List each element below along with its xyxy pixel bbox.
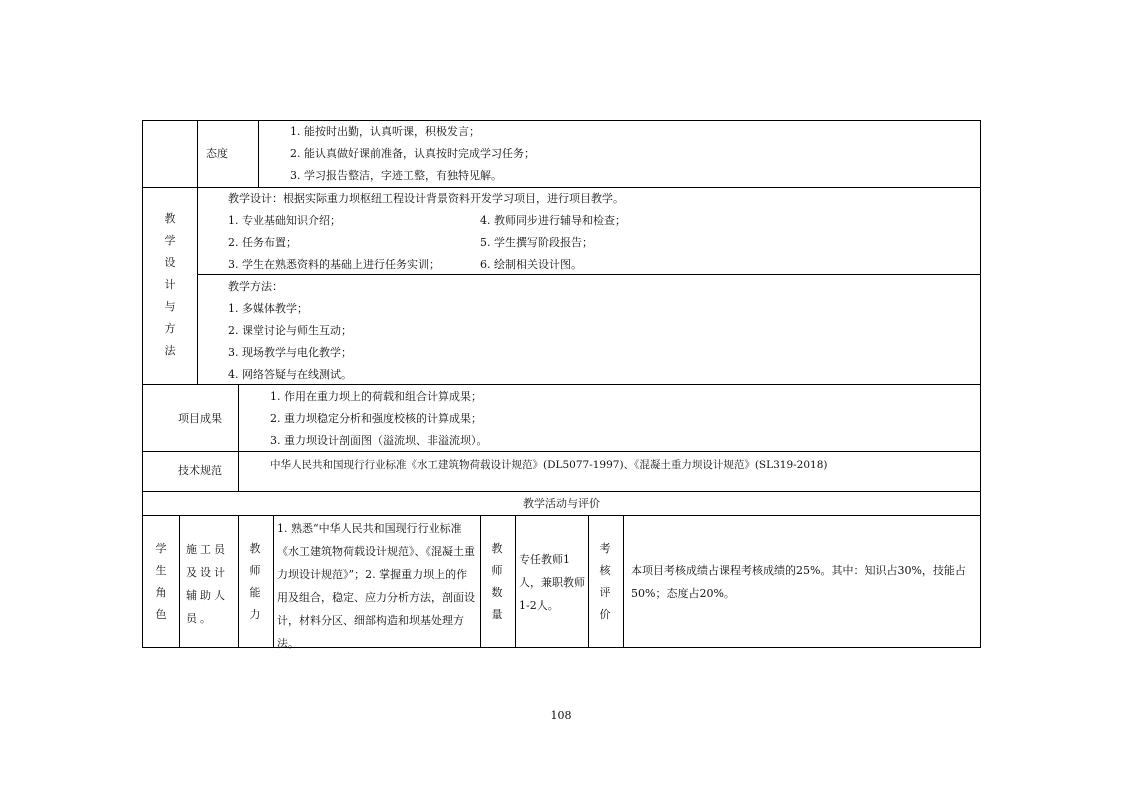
row-divider xyxy=(142,187,981,188)
row-divider xyxy=(142,491,981,492)
col-divider xyxy=(273,515,274,648)
col-divider xyxy=(197,120,198,384)
outcomes-label: 项目成果 xyxy=(178,412,222,425)
row-divider xyxy=(142,384,981,385)
attitude-item: 1. 能按时出勤，认真听课，积极发言； xyxy=(290,125,480,138)
method-item: 3. 现场教学与电化教学； xyxy=(228,346,352,359)
col-divider xyxy=(480,515,481,648)
teacher-ability-value: 1. 熟悉“中华人民共和国现行行业标准《水工建筑物荷载设计规范》、《混凝土重力坝设计规范》”；2. 掌握重力坝上的作用及组合，稳定、应力分析方法，剖面设计，材料分区、细部构造和坝基处理方法。 xyxy=(277,522,475,650)
assessment-label: 考 核 评 价 xyxy=(599,542,611,621)
method-item: 2. 课堂讨论与师生互动； xyxy=(228,324,352,337)
design-step: 5. 学生撰写阶段报告； xyxy=(480,236,593,249)
assessment-value: 本项目考核成绩占课程考核成绩的25%。其中：知识占30%，技能占50%；态度占20%。 xyxy=(631,564,966,600)
design-step: 1. 专业基础知识介绍； xyxy=(228,214,341,227)
attitude-item: 3. 学习报告整洁，字迹工整，有独特见解。 xyxy=(290,169,502,182)
design-intro: 教学设计：根据实际重力坝枢纽工程设计背景资料开发学习项目，进行项目教学。 xyxy=(228,192,624,205)
col-divider xyxy=(588,515,589,648)
col-divider xyxy=(515,515,516,648)
row-divider xyxy=(142,451,981,452)
course-table xyxy=(142,120,981,648)
page-number: 108 xyxy=(550,709,572,722)
row-divider xyxy=(142,515,981,516)
teacher-count-value: 专任教师1人，兼职教师1-2人。 xyxy=(519,553,585,612)
method-item: 4. 网络答疑与在线测试。 xyxy=(228,368,352,381)
teacher-count-label: 教 师 数 量 xyxy=(491,542,503,621)
design-step: 6. 绘制相关设计图。 xyxy=(480,258,582,271)
standards-label: 技术规范 xyxy=(178,464,222,477)
teaching-design-side-label: 教 学 设 计 与 方 法 xyxy=(164,212,176,357)
method-item: 1. 多媒体教学； xyxy=(228,302,308,315)
col-divider xyxy=(238,384,239,491)
outcome-item: 2. 重力坝稳定分析和强度校核的计算成果； xyxy=(270,412,482,425)
design-step: 3. 学生在熟悉资料的基础上进行任务实训； xyxy=(228,258,440,271)
student-role-label: 学 生 角 色 xyxy=(155,542,167,621)
activities-title: 教学活动与评价 xyxy=(523,497,600,510)
student-role-value: 施工员及设计辅助人员。 xyxy=(186,543,228,625)
col-divider xyxy=(238,515,239,648)
standards-text: 中华人民共和国现行行业标准《水工建筑物荷载设计规范》(DL5077-1997)、《混凝土重力坝设计规范》(SL319-2018) xyxy=(270,459,828,471)
methods-title: 教学方法： xyxy=(228,280,283,293)
design-step: 2. 任务布置； xyxy=(228,236,297,249)
attitude-item: 2. 能认真做好课前准备，认真按时完成学习任务； xyxy=(290,147,535,160)
outcome-item: 1. 作用在重力坝上的荷载和组合计算成果； xyxy=(270,390,482,403)
row-divider xyxy=(197,274,981,275)
attitude-label: 态度 xyxy=(206,147,228,160)
outcome-item: 3. 重力坝设计剖面图（溢流坝、非溢流坝）。 xyxy=(270,434,488,447)
col-divider xyxy=(179,515,180,648)
col-divider xyxy=(258,120,259,187)
design-step: 4. 教师同步进行辅导和检查； xyxy=(480,214,626,227)
teacher-ability-label: 教 师 能 力 xyxy=(249,542,261,621)
col-divider xyxy=(623,515,624,648)
